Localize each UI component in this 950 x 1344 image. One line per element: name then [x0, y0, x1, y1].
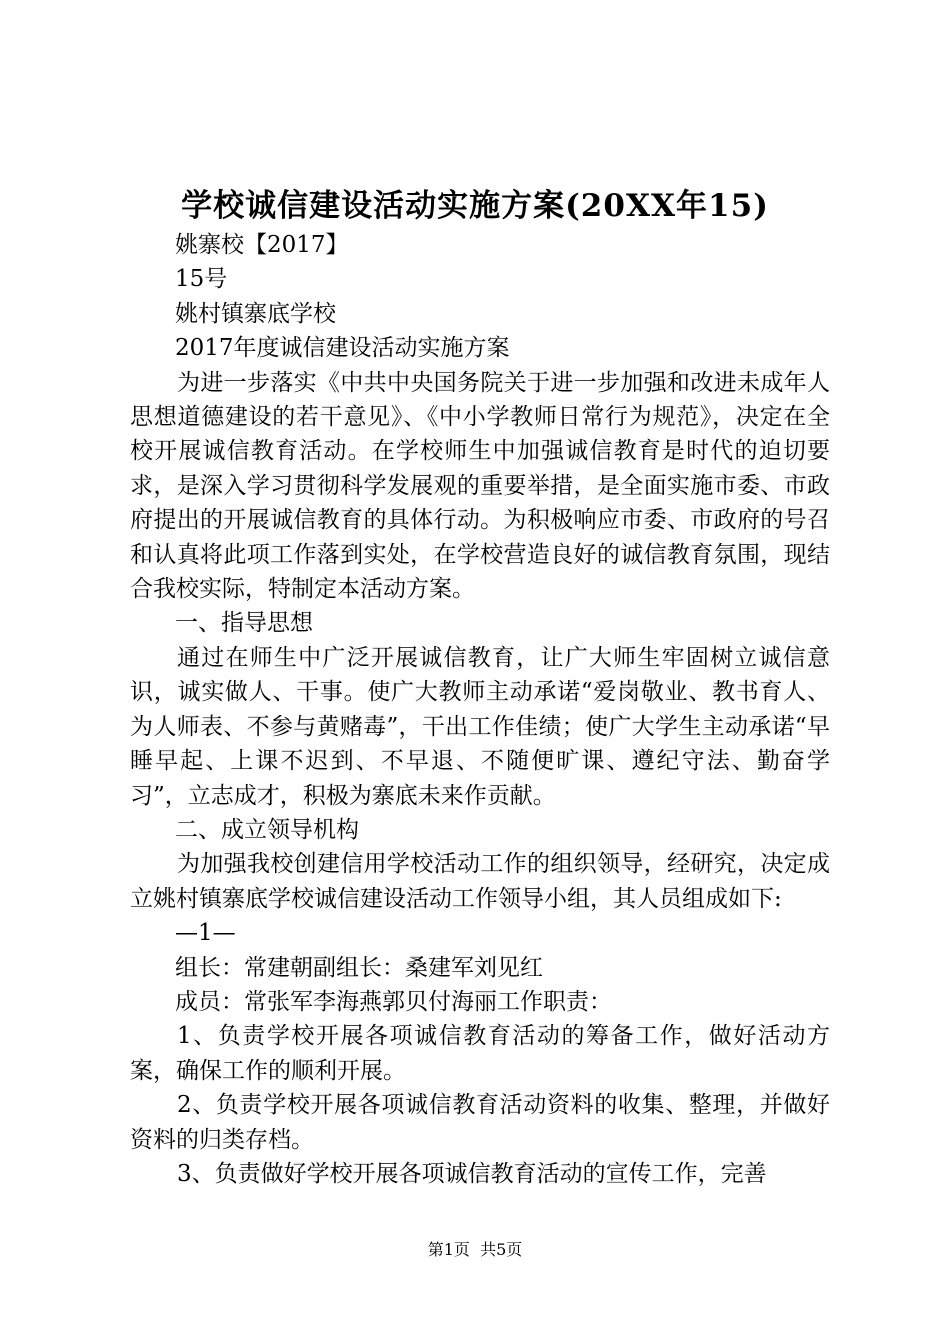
document-title: 学校诚信建设活动实施方案(20XX年15)	[181, 188, 769, 224]
section1-heading: 一、指导思想	[175, 610, 313, 637]
duty-item-3: 3、负责做好学校开展各项诚信教育活动的宣传工作，完善	[177, 1160, 767, 1187]
document-number-suffix: 15号	[175, 266, 228, 293]
section2-paragraph: 为加强我校创建信用学校活动工作的组织领导，经研究，决定成立姚村镇寨底学校诚信建设活动工作领导小组，其人员组成如下:	[130, 851, 830, 912]
section2-heading: 二、成立领导机构	[175, 816, 359, 843]
page-footer: 第1页 共5页	[427, 1240, 523, 1259]
leaders-line: 组长：常建朝副组长：桑建军刘见红	[175, 954, 543, 981]
plan-subtitle: 2017年度诚信建设活动实施方案	[175, 335, 510, 362]
duty-item-1: 1、负责学校开展各项诚信教育活动的筹备工作，做好活动方案，确保工作的顺利开展。	[130, 1023, 830, 1084]
document-body	[130, 228, 830, 1191]
document-number-line: 姚寨校【2017】	[175, 232, 349, 258]
members-line: 成员：常张军李海燕郭贝付海丽工作职责：	[175, 988, 612, 1015]
issuing-school: 姚村镇寨底学校	[175, 300, 336, 327]
intro-paragraph: 为进一步落实《中共中央国务院关于进一步加强和改进未成年人思想道德建设的若干意见》、《中小学教师日常行为规范》，决定在全校开展诚信教育活动。在学校师生中加强诚信教育是时代的迫切要求，是深入学习贯彻科学发展观的重要举措，是全面实施市委、市政府提出的开展诚信教育的具体行动。为积极响应市委、市政府的号召和认真将此项工作落到实处，在学校营造良好的诚信教育氛围，现结合我校实际，特制定本活动方案。	[130, 369, 830, 603]
duty-item-2: 2、负责学校开展各项诚信教育活动资料的收集、整理，并做好资料的归类存档。	[130, 1092, 830, 1153]
page-marker: —1—	[175, 920, 236, 947]
section1-paragraph: 通过在师生中广泛开展诚信教育，让广大师生牢固树立诚信意识，诚实做人、干事。使广大教师主动承诺“爱岗敬业、教书育人、为人师表、不参与黄赌毒”，干出工作佳绩；使广大学生主动承诺“早睡早起、上课不迟到、不早退、不随便旷课、遵纪守法、勤奋学习”，立志成才，积极为寨底未来作贡献。	[130, 644, 830, 809]
